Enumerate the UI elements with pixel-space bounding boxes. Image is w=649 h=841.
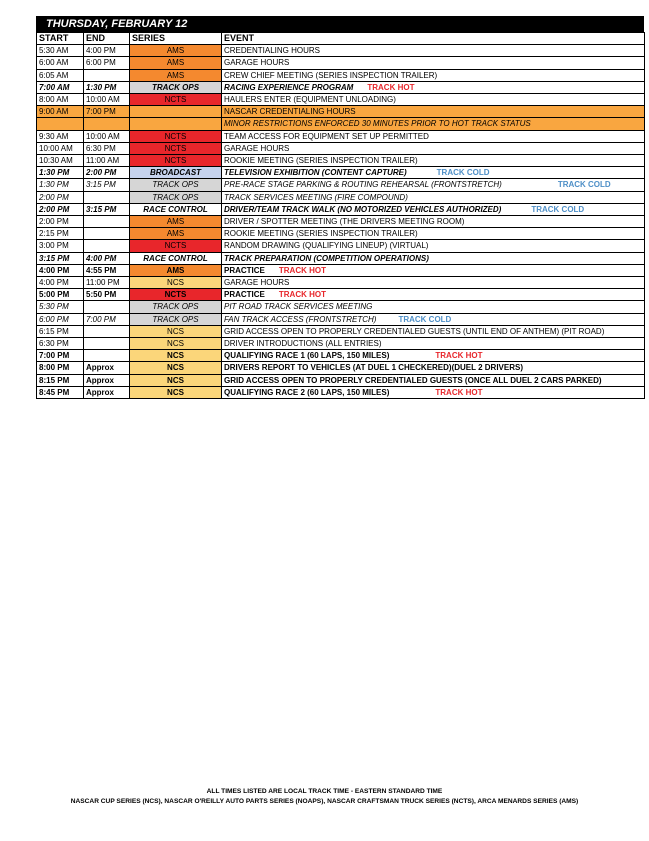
track-hot-label: TRACK HOT: [367, 82, 415, 92]
end-time-cell: [84, 191, 130, 203]
event-cell: [222, 191, 645, 203]
series-cell: BROADCAST: [130, 167, 222, 179]
schedule-row: [37, 325, 645, 337]
start-time-cell: 6:05 AM: [37, 69, 84, 81]
event-text: GRID ACCESS OPEN TO PROPERLY CREDENTIALED GUESTS (ONCE ALL DUEL 2 CARS PARKED): [224, 375, 602, 385]
event-text: CREW CHIEF MEETING (SERIES INSPECTION TRAILER): [224, 70, 438, 80]
end-time-cell: 7:00 PM: [84, 106, 130, 118]
end-time-cell: [84, 216, 130, 228]
event-cell: [222, 81, 645, 93]
end-time-cell: [84, 69, 130, 81]
schedule-row: [37, 81, 645, 93]
end-time-cell: 4:00 PM: [84, 252, 130, 264]
event-cell: [222, 179, 645, 191]
schedule-row: [37, 264, 645, 276]
event-text: ROOKIE MEETING (SERIES INSPECTION TRAILER): [224, 156, 418, 166]
end-time-cell: [84, 228, 130, 240]
series-cell: TRACK OPS: [130, 81, 222, 93]
series-cell: AMS: [130, 69, 222, 81]
start-time-cell: 8:00 PM: [37, 362, 84, 374]
series-header: SERIES: [130, 33, 222, 45]
series-cell: TRACK OPS: [130, 301, 222, 313]
schedule-row: [37, 118, 645, 130]
series-cell: NCTS: [130, 142, 222, 154]
schedule-row: [37, 313, 645, 325]
schedule-row: [37, 386, 645, 398]
schedule-row: [37, 191, 645, 203]
track-hot-label: TRACK HOT: [278, 265, 326, 275]
track-cold-label: TRACK COLD: [531, 204, 585, 214]
event-text: TEAM ACCESS FOR EQUIPMENT SET UP PERMITTED: [224, 131, 429, 141]
end-time-cell: 3:15 PM: [84, 179, 130, 191]
event-cell: [222, 142, 645, 154]
event-text: GARAGE HOURS: [224, 143, 290, 153]
start-time-cell: 10:30 AM: [37, 155, 84, 167]
schedule-row: [37, 216, 645, 228]
series-cell: NCS: [130, 338, 222, 350]
event-cell: [222, 313, 645, 325]
event-text: PIT ROAD TRACK SERVICES MEETING: [224, 302, 373, 312]
schedule-row: [37, 374, 645, 386]
start-time-cell: 8:00 AM: [37, 94, 84, 106]
end-time-cell: [84, 338, 130, 350]
day-title: THURSDAY, FEBRUARY 12: [36, 16, 644, 32]
event-text: RACING EXPERIENCE PROGRAM: [224, 82, 354, 92]
event-text: DRIVER/TEAM TRACK WALK (NO MOTORIZED VEHICLES AUTHORIZED): [224, 204, 502, 214]
event-cell: [222, 289, 645, 301]
series-cell: NCTS: [130, 130, 222, 142]
event-cell: [222, 57, 645, 69]
start-time-cell: 3:00 PM: [37, 240, 84, 252]
start-time-cell: 6:15 PM: [37, 325, 84, 337]
event-cell: [222, 203, 645, 215]
end-time-cell: 10:00 AM: [84, 94, 130, 106]
schedule-row: [37, 228, 645, 240]
end-time-cell: 11:00 PM: [84, 277, 130, 289]
footer-series-legend: NASCAR CUP SERIES (NCS), NASCAR O'REILLY AUTO PARTS SERIES (NOAPS), NASCAR CRAFTSMAN TRUCK SERIES (NCTS), ARCA MENARDS SERIES (AMS): [70, 798, 579, 805]
series-cell: NCS: [130, 325, 222, 337]
series-cell: NCS: [130, 362, 222, 374]
start-time-cell: 4:00 PM: [37, 264, 84, 276]
event-cell: [222, 350, 645, 362]
start-time-cell: 6:30 PM: [37, 338, 84, 350]
event-cell: [222, 301, 645, 313]
schedule-table: [36, 16, 644, 399]
schedule-row: [37, 45, 645, 57]
start-time-cell: 10:00 AM: [37, 142, 84, 154]
series-cell: TRACK OPS: [130, 179, 222, 191]
start-time-cell: 8:15 PM: [37, 374, 84, 386]
schedule-row: [37, 167, 645, 179]
end-time-cell: 1:30 PM: [84, 81, 130, 93]
end-time-cell: [84, 301, 130, 313]
event-text: TRACK PREPARATION (COMPETITION OPERATIONS): [224, 253, 429, 263]
start-time-cell: 2:00 PM: [37, 216, 84, 228]
event-text: QUALIFYING RACE 2 (60 LAPS, 150 MILES): [224, 387, 390, 397]
schedule-row: [37, 252, 645, 264]
event-cell: [222, 264, 645, 276]
end-time-cell: 4:00 PM: [84, 45, 130, 57]
series-cell: NCS: [130, 277, 222, 289]
series-cell: NCS: [130, 350, 222, 362]
event-text: PRE-RACE STAGE PARKING & ROUTING REHEARSAL (FRONTSTRETCH): [224, 180, 502, 190]
header-row: [37, 33, 645, 45]
start-time-cell: 9:00 AM: [37, 106, 84, 118]
schedule-row: [37, 179, 645, 191]
event-text: PRACTICE: [224, 290, 265, 300]
event-text: CREDENTIALING HOURS: [224, 46, 321, 56]
start-time-cell: 2:00 PM: [37, 203, 84, 215]
series-cell: NCTS: [130, 240, 222, 252]
event-text: GARAGE HOURS: [224, 278, 290, 288]
track-cold-label: TRACK COLD: [398, 314, 452, 324]
event-cell: [222, 338, 645, 350]
schedule-row: [37, 289, 645, 301]
event-cell: [222, 325, 645, 337]
footer-timezone-note: ALL TIMES LISTED ARE LOCAL TRACK TIME - EASTERN STANDARD TIME: [206, 788, 443, 795]
series-cell: NCTS: [130, 94, 222, 106]
event-cell: [222, 374, 645, 386]
series-cell: AMS: [130, 216, 222, 228]
track-hot-label: TRACK HOT: [278, 290, 326, 300]
event-cell: [222, 118, 645, 130]
series-cell: [130, 118, 222, 130]
series-cell: NCS: [130, 386, 222, 398]
event-cell: [222, 240, 645, 252]
start-time-cell: 9:30 AM: [37, 130, 84, 142]
series-cell: AMS: [130, 57, 222, 69]
start-time-cell: 3:15 PM: [37, 252, 84, 264]
schedule-row: [37, 94, 645, 106]
start-time-cell: 8:45 PM: [37, 386, 84, 398]
schedule-row: [37, 277, 645, 289]
start-time-cell: 6:00 PM: [37, 313, 84, 325]
start-time-cell: 1:30 PM: [37, 179, 84, 191]
track-hot-label: TRACK HOT: [435, 351, 483, 361]
start-time-cell: 7:00 AM: [37, 81, 84, 93]
end-time-cell: 7:00 PM: [84, 313, 130, 325]
series-cell: NCTS: [130, 155, 222, 167]
schedule-row: [37, 362, 645, 374]
end-time-cell: 6:00 PM: [84, 57, 130, 69]
schedule-row: [37, 130, 645, 142]
series-cell: NCS: [130, 374, 222, 386]
series-cell: AMS: [130, 228, 222, 240]
event-text: TELEVISION EXHIBITION (CONTENT CAPTURE): [224, 168, 407, 178]
event-text: GRID ACCESS OPEN TO PROPERLY CREDENTIALED GUESTS (UNTIL END OF ANTHEM) (PIT ROAD): [224, 326, 605, 336]
event-cell: [222, 155, 645, 167]
event-header: EVENT: [222, 33, 645, 45]
event-cell: [222, 228, 645, 240]
start-time-cell: 7:00 PM: [37, 350, 84, 362]
event-text: GARAGE HOURS: [224, 58, 290, 68]
end-time-cell: 10:00 AM: [84, 130, 130, 142]
end-header: END: [84, 33, 130, 45]
start-time-cell: 4:00 PM: [37, 277, 84, 289]
start-time-cell: 6:00 AM: [37, 57, 84, 69]
event-text: NASCAR CREDENTIALING HOURS: [224, 107, 356, 117]
end-time-cell: [84, 325, 130, 337]
event-cell: [222, 45, 645, 57]
event-text: HAULERS ENTER (EQUIPMENT UNLOADING): [224, 95, 396, 105]
series-cell: AMS: [130, 264, 222, 276]
end-time-cell: 5:50 PM: [84, 289, 130, 301]
event-text: DRIVER / SPOTTER MEETING (THE DRIVERS MEETING ROOM): [224, 217, 465, 227]
track-cold-label: TRACK COLD: [436, 168, 490, 178]
series-cell: RACE CONTROL: [130, 252, 222, 264]
schedule-row: [37, 57, 645, 69]
start-time-cell: 5:30 AM: [37, 45, 84, 57]
event-cell: [222, 106, 645, 118]
schedule-row: [37, 301, 645, 313]
schedule-row: [37, 142, 645, 154]
event-cell: [222, 130, 645, 142]
series-cell: NCTS: [130, 289, 222, 301]
event-text: DRIVERS REPORT TO VEHICLES (AT DUEL 1 CHECKERED)(DUEL 2 DRIVERS): [224, 363, 523, 373]
event-text: TRACK SERVICES MEETING (FIRE COMPOUND): [224, 192, 408, 202]
series-cell: RACE CONTROL: [130, 203, 222, 215]
event-text: MINOR RESTRICTIONS ENFORCED 30 MINUTES PRIOR TO HOT TRACK STATUS: [224, 119, 531, 129]
event-cell: [222, 216, 645, 228]
end-time-cell: 2:00 PM: [84, 167, 130, 179]
event-text: ROOKIE MEETING (SERIES INSPECTION TRAILER): [224, 229, 418, 239]
end-time-cell: [84, 118, 130, 130]
schedule-row: [37, 203, 645, 215]
schedule-row: [37, 106, 645, 118]
schedule-row: [37, 155, 645, 167]
event-cell: [222, 386, 645, 398]
track-cold-label: TRACK COLD: [557, 180, 611, 190]
event-text: PRACTICE: [224, 265, 265, 275]
start-time-cell: 2:00 PM: [37, 191, 84, 203]
event-text: DRIVER INTRODUCTIONS (ALL ENTRIES): [224, 339, 382, 349]
event-text: FAN TRACK ACCESS (FRONTSTRETCH): [224, 314, 377, 324]
schedule-row: [37, 69, 645, 81]
end-time-cell: 3:15 PM: [84, 203, 130, 215]
end-time-cell: 6:30 PM: [84, 142, 130, 154]
series-cell: TRACK OPS: [130, 191, 222, 203]
event-text: QUALIFYING RACE 1 (60 LAPS, 150 MILES): [224, 351, 390, 361]
event-cell: [222, 167, 645, 179]
start-time-cell: 2:15 PM: [37, 228, 84, 240]
series-cell: AMS: [130, 45, 222, 57]
end-time-cell: Approx: [84, 374, 130, 386]
series-cell: TRACK OPS: [130, 313, 222, 325]
schedule-row: [37, 338, 645, 350]
end-time-cell: Approx: [84, 386, 130, 398]
event-text: RANDOM DRAWING (QUALIFYING LINEUP) (VIRTUAL): [224, 241, 429, 251]
event-cell: [222, 277, 645, 289]
end-time-cell: Approx: [84, 362, 130, 374]
end-time-cell: 4:55 PM: [84, 264, 130, 276]
start-time-cell: 5:30 PM: [37, 301, 84, 313]
start-time-cell: [37, 118, 84, 130]
schedule-grid: [36, 32, 645, 399]
event-cell: [222, 94, 645, 106]
start-time-cell: 1:30 PM: [37, 167, 84, 179]
schedule-row: [37, 350, 645, 362]
end-time-cell: 11:00 AM: [84, 155, 130, 167]
track-hot-label: TRACK HOT: [435, 387, 483, 397]
series-cell: [130, 106, 222, 118]
event-cell: [222, 69, 645, 81]
end-time-cell: [84, 350, 130, 362]
schedule-row: [37, 240, 645, 252]
start-header: START: [37, 33, 84, 45]
event-cell: [222, 252, 645, 264]
start-time-cell: 5:00 PM: [37, 289, 84, 301]
event-cell: [222, 362, 645, 374]
end-time-cell: [84, 240, 130, 252]
